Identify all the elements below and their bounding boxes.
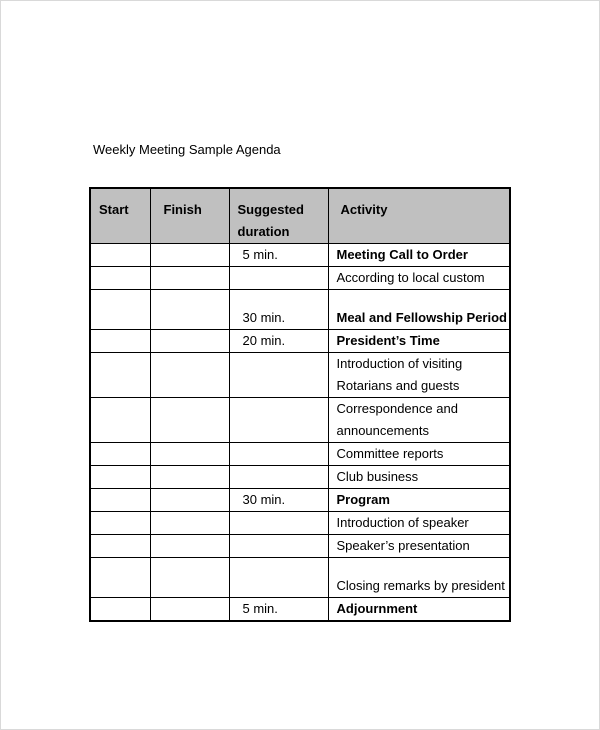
cell-duration [229, 353, 328, 398]
agenda-table [89, 187, 511, 622]
cell-activity: According to local custom [328, 267, 510, 290]
cell-finish [150, 398, 229, 443]
cell-activity: Speaker’s presentation [328, 535, 510, 558]
agenda-body [90, 244, 510, 622]
cell-start [90, 330, 150, 353]
cell-start [90, 466, 150, 489]
cell-activity: Program [328, 489, 510, 512]
cell-start [90, 267, 150, 290]
cell-finish [150, 512, 229, 535]
cell-duration: 5 min. [229, 244, 328, 267]
cell-duration [229, 466, 328, 489]
cell-activity: Club business [328, 466, 510, 489]
cell-duration [229, 267, 328, 290]
cell-duration [229, 535, 328, 558]
cell-activity: Introduction of visiting Rotarians and guests [328, 353, 510, 398]
header-finish: Finish [150, 188, 229, 244]
cell-duration [229, 558, 328, 598]
cell-finish [150, 353, 229, 398]
cell-start [90, 443, 150, 466]
cell-activity: Closing remarks by president [328, 558, 510, 598]
cell-start [90, 489, 150, 512]
table-row [90, 558, 510, 598]
header-start: Start [90, 188, 150, 244]
cell-activity: Introduction of speaker [328, 512, 510, 535]
cell-start [90, 353, 150, 398]
table-row [90, 598, 510, 622]
cell-duration [229, 398, 328, 443]
cell-finish [150, 244, 229, 267]
cell-finish [150, 267, 229, 290]
table-header-row [90, 188, 510, 244]
document-title: Weekly Meeting Sample Agenda [93, 142, 281, 157]
cell-start [90, 398, 150, 443]
cell-start [90, 244, 150, 267]
header-suggested-duration [229, 188, 328, 244]
cell-activity: Meeting Call to Order [328, 244, 510, 267]
cell-start [90, 558, 150, 598]
cell-finish [150, 535, 229, 558]
cell-finish [150, 558, 229, 598]
table-row [90, 535, 510, 558]
header-activity: Activity [328, 188, 510, 244]
table-row [90, 290, 510, 330]
table-row [90, 353, 510, 398]
cell-start [90, 535, 150, 558]
table-row [90, 512, 510, 535]
cell-activity: Correspondence and announcements [328, 398, 510, 443]
cell-activity: Meal and Fellowship Period [328, 290, 510, 330]
table-row [90, 443, 510, 466]
cell-activity: Committee reports [328, 443, 510, 466]
cell-duration: 30 min. [229, 489, 328, 512]
cell-finish [150, 489, 229, 512]
cell-finish [150, 330, 229, 353]
table-row [90, 244, 510, 267]
cell-finish [150, 466, 229, 489]
table-row [90, 489, 510, 512]
header-duration-line2: duration [237, 224, 290, 239]
cell-duration: 5 min. [229, 598, 328, 622]
table-row [90, 398, 510, 443]
cell-start [90, 512, 150, 535]
cell-start [90, 290, 150, 330]
cell-start [90, 598, 150, 622]
cell-activity: President’s Time [328, 330, 510, 353]
cell-duration [229, 443, 328, 466]
header-duration-line1: Suggested [237, 202, 304, 217]
cell-finish [150, 443, 229, 466]
cell-duration: 30 min. [229, 290, 328, 330]
cell-finish [150, 290, 229, 330]
cell-duration [229, 512, 328, 535]
table-row [90, 267, 510, 290]
table-row [90, 330, 510, 353]
table-row [90, 466, 510, 489]
cell-duration: 20 min. [229, 330, 328, 353]
cell-finish [150, 598, 229, 622]
cell-activity: Adjournment [328, 598, 510, 622]
